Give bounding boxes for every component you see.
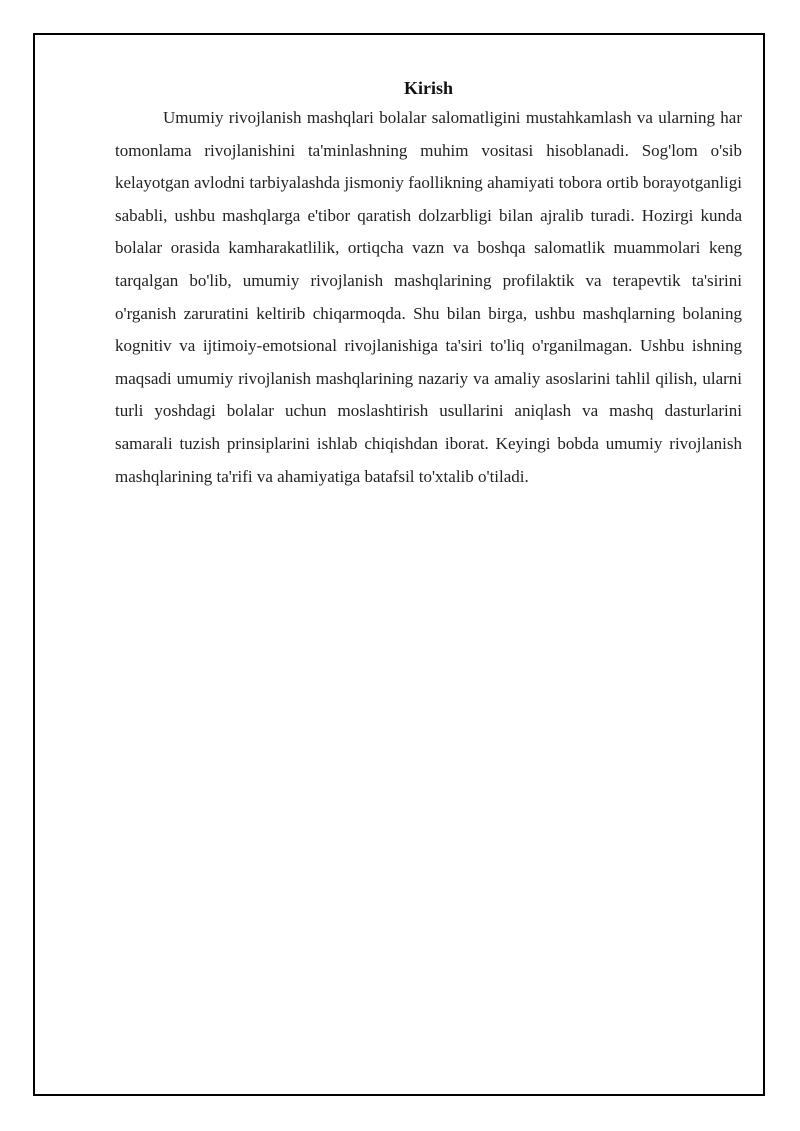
intro-paragraph: Umumiy rivojlanish mashqlari bolalar salomatligini mustahkamlash va ularning har tomonlama rivojlanishini ta'minlashning muhim vositasi hisoblanadi. Sog'lom o'sib kelayotgan avlodni tarbiyalashda jismoniy faollikning ahamiyati tobora ortib borayotganligi sababli, ushbu mashqlarga e'tibor qaratish dolzarbligi bilan ajralib turadi. Hozirgi kunda bolalar orasida kamharakatlilik, ortiqcha vazn va boshqa salomatlik muammolari keng tarqalgan bo'lib, umumiy rivojlanish mashqlarining profilaktik va terapevtik ta'sirini o'rganish zaruratini keltirib chiqarmoqda. Shu bilan birga, ushbu mashqlarning bolaning kognitiv va ijtimoiy-emotsional rivojlanishiga ta'siri to'liq o'rganilmagan. Ushbu ishning maqsadi umumiy rivojlanish mashqlarining nazariy va amaliy asoslarini tahlil qilish, ularni turli yoshdagi bolalar uchun moslashtirish usullarini aniqlash va mashq dasturlarini samarali tuzish prinsiplarini ishlab chiqishdan iborat. Keyingi bobda umumiy rivojlanish mashqlarining ta'rifi va ahamiyatiga batafsil to'xtalib o'tiladi. [115,108,742,486]
document-title: Kirish [403,78,453,98]
document-body [115,74,742,493]
